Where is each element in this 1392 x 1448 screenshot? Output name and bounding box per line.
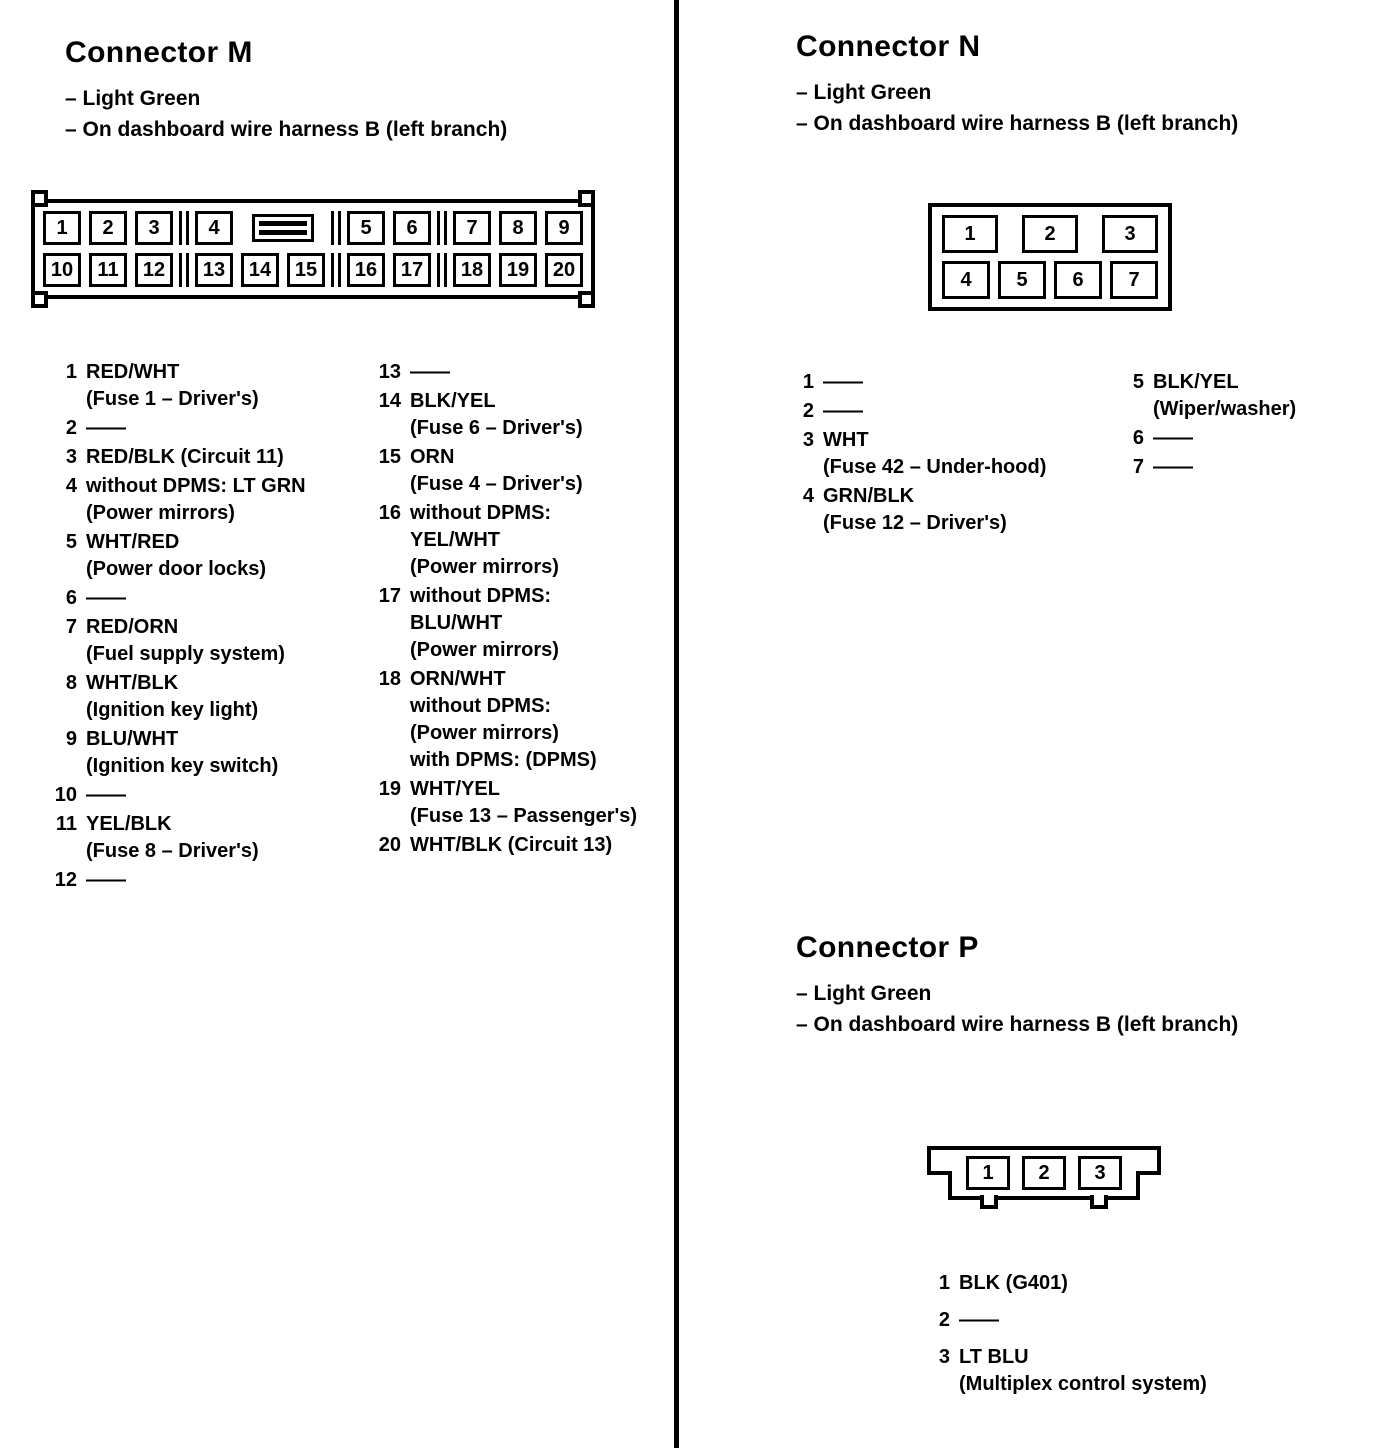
pin-cell: 17 <box>393 253 431 287</box>
connector-p-pin-list <box>914 1270 1366 1398</box>
pin-cell: 2 <box>1022 215 1078 253</box>
pin-number: 15 <box>378 446 401 468</box>
connector-m-pin-lists <box>41 359 660 896</box>
group-separator <box>179 253 189 287</box>
mounting-tab-icon <box>578 291 595 308</box>
pin-number: 17 <box>378 585 401 607</box>
pin-cell: 13 <box>195 253 233 287</box>
connector-m-section <box>50 36 660 896</box>
connector-n-top-row <box>942 215 1158 253</box>
pin-number: 2 <box>938 1309 950 1331</box>
connector-p-notes <box>796 978 1366 1040</box>
mounting-foot-icon <box>980 1195 998 1209</box>
connector-n-pin-list-left <box>778 369 1108 539</box>
pin-entry <box>41 867 365 894</box>
pin-description: YEL/BLK (Fuse 8 – Driver's) <box>86 813 259 862</box>
pin-description: —— <box>410 361 450 383</box>
pin-number: 19 <box>378 778 401 800</box>
connector-p-diagram <box>948 1146 1366 1200</box>
pin-number: 2 <box>65 417 77 439</box>
pin-entry <box>365 583 660 664</box>
pin-description: RED/ORN (Fuel supply system) <box>86 616 285 665</box>
pin-cell: 3 <box>1102 215 1158 253</box>
pin-entry <box>41 585 365 612</box>
connector-m-title: Connector M <box>65 36 253 69</box>
pin-cell: 9 <box>545 211 583 245</box>
connector-n-shell <box>928 203 1172 311</box>
pin-cell: 11 <box>89 253 127 287</box>
connector-n-diagram <box>928 203 1366 311</box>
pin-entry <box>41 415 365 442</box>
pin-cell: 1 <box>966 1156 1010 1190</box>
pin-description: —— <box>86 587 126 609</box>
pin-cell: 6 <box>393 211 431 245</box>
pin-description: WHT/BLK (Ignition key light) <box>86 672 259 721</box>
pin-cell-group <box>347 253 431 287</box>
pin-description: GRN/BLK (Fuse 12 – Driver's) <box>823 485 1007 534</box>
pin-entry <box>365 444 660 498</box>
connector-p-location-note: – On dashboard wire harness B (left branch) <box>796 1013 1239 1036</box>
group-separator <box>331 253 341 287</box>
pin-entry <box>365 500 660 581</box>
pin-description: BLK/YEL (Wiper/washer) <box>1153 371 1297 420</box>
pin-entry <box>914 1307 1366 1334</box>
pin-number: 7 <box>1132 456 1144 478</box>
pin-description: ORN/WHT without DPMS: (Power mirrors) with DPMS: (DPMS) <box>410 668 597 771</box>
pin-cell: 4 <box>942 261 990 299</box>
pin-cell: 19 <box>499 253 537 287</box>
pin-cell: 14 <box>241 253 279 287</box>
connector-p-row <box>966 1156 1122 1190</box>
pin-number: 5 <box>1132 371 1144 393</box>
pin-description: —— <box>1153 456 1193 478</box>
pin-cell: 1 <box>43 211 81 245</box>
group-separator <box>437 211 447 245</box>
pin-cell-group <box>195 211 233 245</box>
pin-description: BLK (G401) <box>959 1272 1068 1294</box>
pin-cell: 20 <box>545 253 583 287</box>
connector-m-location-note: – On dashboard wire harness B (left branch) <box>65 118 508 141</box>
pin-description: without DPMS: BLU/WHT (Power mirrors) <box>410 585 559 661</box>
pin-description: WHT/BLK (Circuit 13) <box>410 834 613 856</box>
pin-entry <box>1108 425 1366 452</box>
pin-number: 5 <box>65 531 77 553</box>
pin-number: 9 <box>65 728 77 750</box>
pin-number: 18 <box>378 668 401 690</box>
pin-cell-group <box>195 253 325 287</box>
pin-number: 10 <box>54 784 77 806</box>
pin-description: —— <box>86 784 126 806</box>
pin-description: —— <box>1153 427 1193 449</box>
pin-cell: 10 <box>43 253 81 287</box>
pin-description: RED/BLK (Circuit 11) <box>86 446 284 468</box>
connector-m-pin-list-right <box>365 359 660 896</box>
pin-entry <box>41 782 365 809</box>
pin-number: 3 <box>802 429 814 451</box>
pin-cell-group <box>453 211 583 245</box>
pin-entry <box>914 1270 1366 1297</box>
connector-m-diagram <box>31 199 660 299</box>
pin-entry <box>41 670 365 724</box>
connector-m-color-note: – Light Green <box>65 87 201 110</box>
pin-number: 3 <box>65 446 77 468</box>
pin-description: BLK/YEL (Fuse 6 – Driver's) <box>410 390 583 439</box>
pin-number: 3 <box>938 1346 950 1368</box>
connector-p-section <box>796 931 1366 1398</box>
connector-n-location-note: – On dashboard wire harness B (left branch) <box>796 112 1239 135</box>
connector-n-pin-lists <box>778 369 1366 539</box>
pin-description: without DPMS: LT GRN (Power mirrors) <box>86 475 306 524</box>
pin-description: —— <box>823 400 863 422</box>
pin-description: LT BLU (Multiplex control system) <box>959 1346 1207 1395</box>
pin-cell-group <box>195 211 325 245</box>
pin-cell-group <box>347 211 431 245</box>
pin-number: 16 <box>378 502 401 524</box>
connector-key-latch-icon <box>241 214 325 242</box>
pin-cell: 12 <box>135 253 173 287</box>
pin-entry <box>41 473 365 527</box>
pin-number: 1 <box>65 361 77 383</box>
connector-m-top-row <box>43 211 583 245</box>
pin-number: 13 <box>378 361 401 383</box>
pin-description: WHT/YEL (Fuse 13 – Passenger's) <box>410 778 638 827</box>
mounting-tab-icon <box>31 190 48 207</box>
pin-description: ORN (Fuse 4 – Driver's) <box>410 446 583 495</box>
pin-number: 8 <box>65 672 77 694</box>
connector-n-bottom-row <box>942 261 1158 299</box>
connector-n-section <box>796 30 1366 539</box>
pin-number: 6 <box>1132 427 1144 449</box>
lock-tab-slot-icon <box>1032 179 1074 196</box>
pin-entry <box>1108 369 1366 423</box>
pin-description: without DPMS: YEL/WHT (Power mirrors) <box>410 502 559 578</box>
pin-description: RED/WHT (Fuse 1 – Driver's) <box>86 361 259 410</box>
group-separator <box>437 253 447 287</box>
connector-m-shell <box>31 199 595 299</box>
pin-cell: 5 <box>998 261 1046 299</box>
pin-cell: 2 <box>89 211 127 245</box>
connector-p-color-note: – Light Green <box>796 982 932 1005</box>
pin-entry <box>778 427 1108 481</box>
pin-entry <box>778 369 1108 396</box>
pin-cell: 3 <box>135 211 173 245</box>
connector-n-notes <box>796 77 1366 139</box>
pin-description: WHT (Fuse 42 – Under-hood) <box>823 429 1047 478</box>
pin-cell: 5 <box>347 211 385 245</box>
pin-entry <box>365 359 660 386</box>
pin-cell: 7 <box>453 211 491 245</box>
pin-cell: 2 <box>1022 1156 1066 1190</box>
column-divider <box>674 0 679 1448</box>
lock-tab-icon <box>1012 1119 1076 1153</box>
pin-description: —— <box>86 869 126 891</box>
pin-description: BLU/WHT (Ignition key switch) <box>86 728 279 777</box>
connector-p-title: Connector P <box>796 931 979 964</box>
pin-cell: 4 <box>195 211 233 245</box>
pin-entry <box>1108 454 1366 481</box>
pin-entry <box>778 483 1108 537</box>
mounting-tab-icon <box>578 190 595 207</box>
pin-number: 2 <box>802 400 814 422</box>
pin-description: —— <box>86 417 126 439</box>
pin-entry <box>41 359 365 413</box>
flange-right-icon <box>1136 1146 1161 1175</box>
pin-description: —— <box>823 371 863 393</box>
pin-cell-group <box>43 253 173 287</box>
connector-p-shell <box>948 1146 1140 1200</box>
pin-entry <box>41 811 365 865</box>
pin-description: WHT/RED (Power door locks) <box>86 531 267 580</box>
mounting-tab-icon <box>31 291 48 308</box>
pin-number: 12 <box>54 869 77 891</box>
pin-entry <box>778 398 1108 425</box>
pin-entry <box>41 614 365 668</box>
left-column <box>50 36 660 896</box>
group-separator <box>179 211 189 245</box>
pin-entry <box>365 666 660 774</box>
pin-cell: 1 <box>942 215 998 253</box>
pin-number: 7 <box>65 616 77 638</box>
pin-cell-group <box>43 211 173 245</box>
pin-number: 6 <box>65 587 77 609</box>
pin-number: 20 <box>378 834 401 856</box>
lock-tab-slot-icon <box>1022 1128 1066 1139</box>
group-separator <box>331 211 341 245</box>
pin-entry <box>914 1344 1366 1398</box>
pin-number: 14 <box>378 390 401 412</box>
pin-cell: 8 <box>499 211 537 245</box>
pin-cell: 15 <box>287 253 325 287</box>
pin-number: 4 <box>65 475 77 497</box>
pin-entry <box>41 726 365 780</box>
pin-number: 1 <box>802 371 814 393</box>
right-column <box>796 30 1366 1408</box>
pin-cell: 7 <box>1110 261 1158 299</box>
pin-cell: 6 <box>1054 261 1102 299</box>
pin-entry <box>365 388 660 442</box>
pin-entry <box>41 529 365 583</box>
connector-m-bottom-row <box>43 253 583 287</box>
pin-number: 1 <box>938 1272 950 1294</box>
connector-m-notes <box>65 83 660 145</box>
pin-entry <box>41 444 365 471</box>
pin-number: 11 <box>55 813 77 835</box>
pin-entry <box>365 832 660 859</box>
pin-description: —— <box>959 1309 999 1331</box>
connector-n-color-note: – Light Green <box>796 81 932 104</box>
pin-cell-group <box>453 253 583 287</box>
lock-tab-icon <box>1020 169 1086 211</box>
pin-cell: 3 <box>1078 1156 1122 1190</box>
pin-cell: 16 <box>347 253 385 287</box>
connector-m-pin-list-left <box>41 359 365 896</box>
flange-left-icon <box>927 1146 952 1175</box>
mounting-foot-icon <box>1090 1195 1108 1209</box>
pin-cell: 18 <box>453 253 491 287</box>
pin-entry <box>365 776 660 830</box>
pin-number: 4 <box>802 485 814 507</box>
connector-n-title: Connector N <box>796 30 981 63</box>
connector-n-pin-list-right <box>1108 369 1366 539</box>
